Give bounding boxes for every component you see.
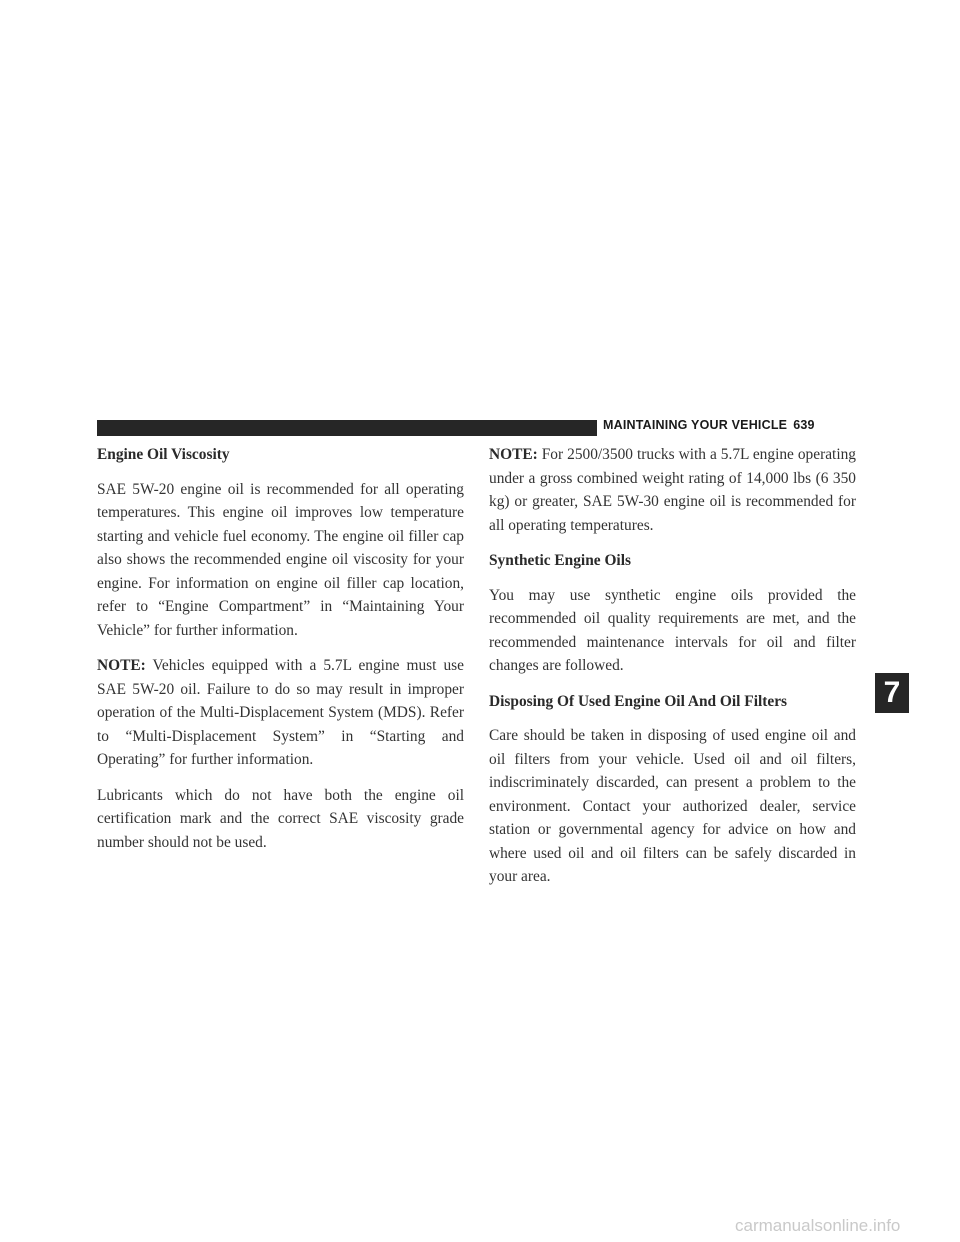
heading-engine-oil-viscosity: Engine Oil Viscosity	[97, 446, 230, 463]
heading-synthetic-engine-oils: Synthetic Engine Oils	[489, 552, 631, 569]
note-trucks	[489, 443, 856, 537]
chapter-tab: 7	[875, 673, 909, 713]
note-text: Vehicles equipped with a 5.7L engine must use SAE 5W-20 oil. Failure to do so may result in improper operation of the Multi-Displacement System (MDS). Refer to “Multi-Displacement System” in “Starting and Operating” for further information.	[97, 657, 464, 768]
note-mds	[97, 654, 464, 772]
section-title: MAINTAINING YOUR VEHICLE	[603, 418, 788, 432]
note-text: For 2500/3500 trucks with a 5.7L engine operating under a gross combined weight rating of 14,000 lbs (6 350 kg) or greater, SAE 5W-30 engine oil is recommended for all operating temperatures.	[489, 446, 856, 534]
header-rule	[97, 420, 597, 436]
paragraph-synthetic-oils: You may use synthetic engine oils provided the recommended oil quality requirements are met, and the recommended maintenance intervals for oil and filter changes are followed.	[489, 586, 856, 674]
running-header	[603, 418, 815, 432]
page-number: 639	[793, 418, 815, 432]
paragraph-disposal: Care should be taken in disposing of used engine oil and oil filters from your vehicle. Used oil and oil filters, indiscriminately discarded, can present a problem to the environment. Contact your authorized dealer, service station or governmental agency for advice on how and where used oil and oil filters can be safely discarded in your area.	[489, 727, 856, 885]
note-label: NOTE:	[489, 446, 538, 463]
paragraph-viscosity-recommendation: SAE 5W-20 engine oil is recommended for all operating temperatures. This engine oil improves low temperature starting and vehicle fuel economy. The engine oil filler cap also shows the recommended engine oil viscosity for your engine. For information on engine oil filler cap location, refer to “Engine Compartment” in “Maintaining Your Vehicle” for further information.	[97, 480, 464, 639]
note-label: NOTE:	[97, 657, 146, 674]
paragraph-lubricants: Lubricants which do not have both the engine oil certification mark and the correct SAE viscosity grade number should not be used.	[97, 786, 464, 851]
left-column	[97, 443, 464, 866]
heading-disposing-used-oil: Disposing Of Used Engine Oil And Oil Filters	[489, 692, 788, 710]
watermark: carmanualsonline.info	[735, 1216, 901, 1235]
right-column	[489, 443, 856, 901]
